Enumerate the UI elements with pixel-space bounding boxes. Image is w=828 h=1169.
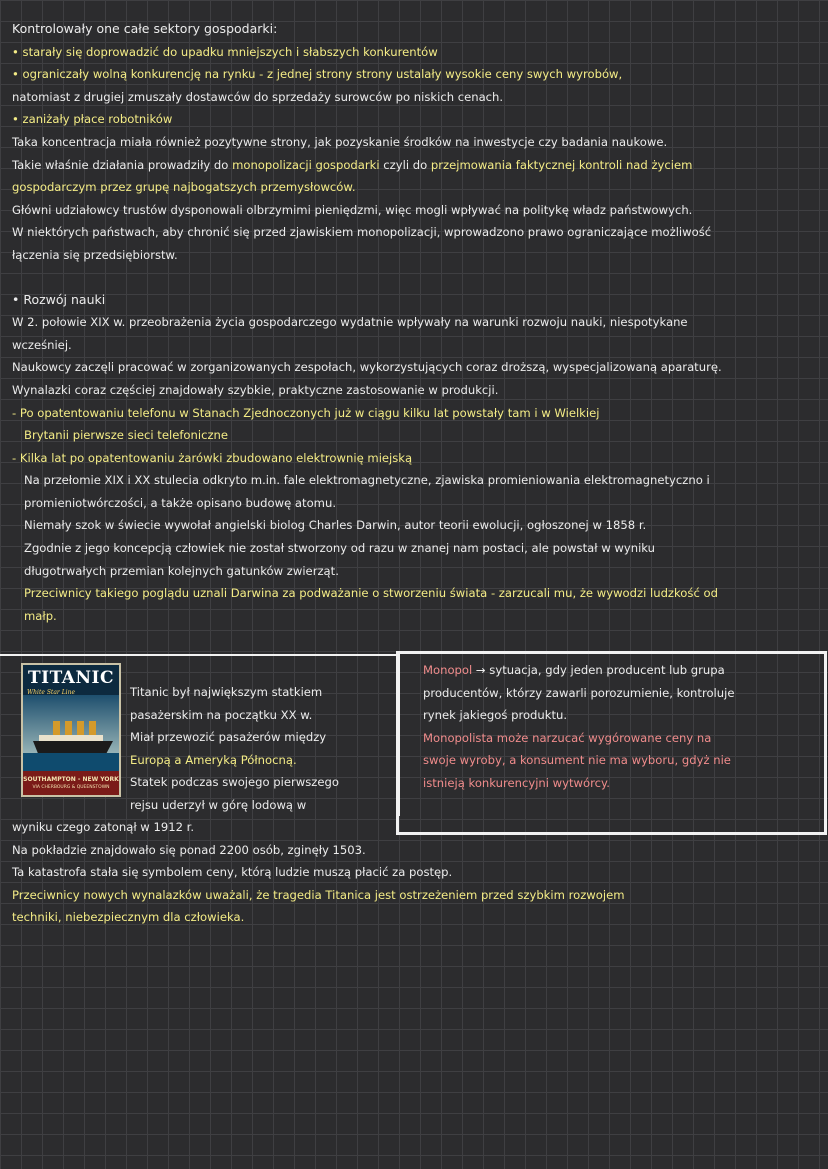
monopol-line-6: istnieją konkurencyjni wytwórcy. (423, 775, 610, 790)
intro-paragraph-2 (12, 154, 824, 177)
notes-main (12, 18, 824, 627)
intro-bullet-1: • starały się doprowadzić do upadku mniejszych i słabszych konkurentów (12, 44, 438, 59)
poster-route: SOUTHAMPTON - NEW YORK (23, 776, 119, 783)
poster-via: VIA CHERBOURG & QUEENSTOWN (32, 785, 110, 790)
monopol-line-2: producentów, którzy zawarli porozumienie, kontroluje (423, 685, 735, 700)
science-line-4: Wynalazki coraz częściej znajdowały szybkie, praktyczne zastosowanie w produkcji. (12, 382, 499, 397)
science-line-3: Naukowcy zaczęli pracować w zorganizowanych zespołach, wykorzystujących coraz droższą, wyspecjalizowaną aparaturę. (12, 360, 722, 375)
p2-text-a: Takie właśnie działania prowadziły do (12, 157, 233, 172)
poster-title: TITANIC (27, 668, 115, 688)
titanic-poster-image (21, 663, 121, 797)
poster-subtitle: White Star Line (27, 689, 76, 696)
titanic-text-continued (12, 816, 625, 929)
science-line-11: Zgodnie z jego koncepcją człowiek nie został stworzony od razu w znanej nam postaci, ale powstał w wyniku (24, 541, 656, 556)
monopol-line-1 (423, 659, 734, 682)
intro-bullet-2-line-2: natomiast z drugiej zmuszały dostawców do sprzedaży surowców po niskich cenach. (12, 89, 504, 104)
titanic-text (130, 681, 339, 817)
science-line-9: promieniotwórczości, a także opisano budowę atomu. (24, 495, 337, 510)
intro-paragraph-4-line-1: W niektórych państwach, aby chronić się przed zjawiskiem monopolizacji, wprowadzono prawo ograniczające możliwość (12, 225, 712, 240)
science-line-8: Na przełomie XIX i XX stulecia odkryto m.in. fale elektromagnetyczne, zjawiska promieniowania elektromagnetyczno i (24, 473, 710, 488)
intro-heading: Kontrolowały one całe sektory gospodarki: (12, 21, 278, 36)
science-line-14: małp. (24, 608, 57, 623)
science-line-13: Przeciwnicy takiego poglądu uznali Darwina za podważanie o stworzeniu świata - zarzucali mu, że wywodzi ludzkość od (24, 586, 718, 601)
monopol-line-4: Monopolista może narzucać wygórowane ceny na (423, 730, 712, 745)
p2-highlight-kontrola: przejmowania faktycznej kontroli nad życiem (430, 157, 693, 172)
science-line-5: - Po opatentowaniu telefonu w Stanach Zjednoczonych już w ciągu kilku lat powstały tam i w Wielkiej (12, 405, 600, 420)
titanic-line-2: pasażerskim na początku XX w. (130, 707, 313, 722)
intro-paragraph-2-cont: gospodarczym przez grupę najbogatszych przemysłowców. (12, 180, 356, 195)
monopol-line-3: rynek jakiegoś produktu. (423, 708, 568, 723)
titanic-line-8: Na pokładzie znajdowało się ponad 2200 osób, zginęły 1503. (12, 842, 366, 857)
p2-text-c: czyli do (379, 157, 431, 172)
intro-bullet-2-line-1: • ograniczały wolną konkurencję na rynku - z jednej strony strony ustalały wysokie ceny swych wyrobów, (12, 67, 623, 82)
titanic-line-5: Statek podczas swojego pierwszego (130, 775, 339, 790)
science-line-7: - Kilka lat po opatentowaniu żarówki zbudowano elektrownię miejską (12, 450, 413, 465)
titanic-line-10: Przeciwnicy nowych wynalazków uważali, że tragedia Titanica jest ostrzeżeniem przed szybkim rozwojem (12, 887, 625, 902)
monopol-definition (423, 659, 734, 795)
titanic-line-3: Miał przewozić pasażerów między (130, 730, 327, 745)
intro-paragraph-1: Taka koncentracja miała również pozytywne strony, jak pozyskanie środków na inwestycje czy badania naukowe. (12, 134, 668, 149)
titanic-line-9: Ta katastrofa stała się symbolem ceny, którą ludzie muszą płacić za postęp. (12, 865, 453, 880)
monopol-term: Monopol (423, 663, 473, 677)
intro-bullet-3: • zaniżały płace robotników (12, 112, 173, 127)
titanic-line-7: wyniku czego zatonął w 1912 r. (12, 820, 195, 834)
titanic-line-6: rejsu uderzył w górę lodową w (130, 797, 307, 812)
monopol-line-5: swoje wyroby, a konsument nie ma wyboru, gdyż nie (423, 753, 731, 768)
science-line-6: Brytanii pierwsze sieci telefoniczne (24, 428, 229, 443)
ship-icon (33, 741, 113, 753)
science-line-1: W 2. połowie XIX w. przeobrażenia życia gospodarczego wydatnie wpływały na warunki rozwoju nauki, niespotykane (12, 315, 688, 330)
titanic-line-4: Europą a Ameryką Północną. (130, 752, 297, 767)
science-heading: • Rozwój nauki (12, 291, 106, 307)
science-line-2: wcześniej. (12, 337, 72, 352)
titanic-line-1: Titanic był największym statkiem (130, 685, 323, 699)
p2-highlight-monopolizacja: monopolizacji gospodarki (232, 157, 380, 172)
science-line-12: długotrwałych przemian kolejnych gatunków zwierząt. (24, 563, 339, 578)
titanic-line-11: techniki, niebezpiecznym dla człowieka. (12, 910, 245, 925)
intro-paragraph-4-line-2: łączenia się przedsiębiorstw. (12, 247, 178, 262)
intro-paragraph-3: Główni udziałowcy trustów dysponowali olbrzymimi pieniędzmi, więc mogli wpływać na politykę władz państwowych. (12, 202, 693, 217)
science-line-10: Niemały szok w świecie wywołał angielski biolog Charles Darwin, autor teorii ewolucji, ogłoszonej w 1858 r. (24, 518, 647, 533)
monopol-definition-start: → sytuacja, gdy jeden producent lub grupa (472, 663, 725, 677)
